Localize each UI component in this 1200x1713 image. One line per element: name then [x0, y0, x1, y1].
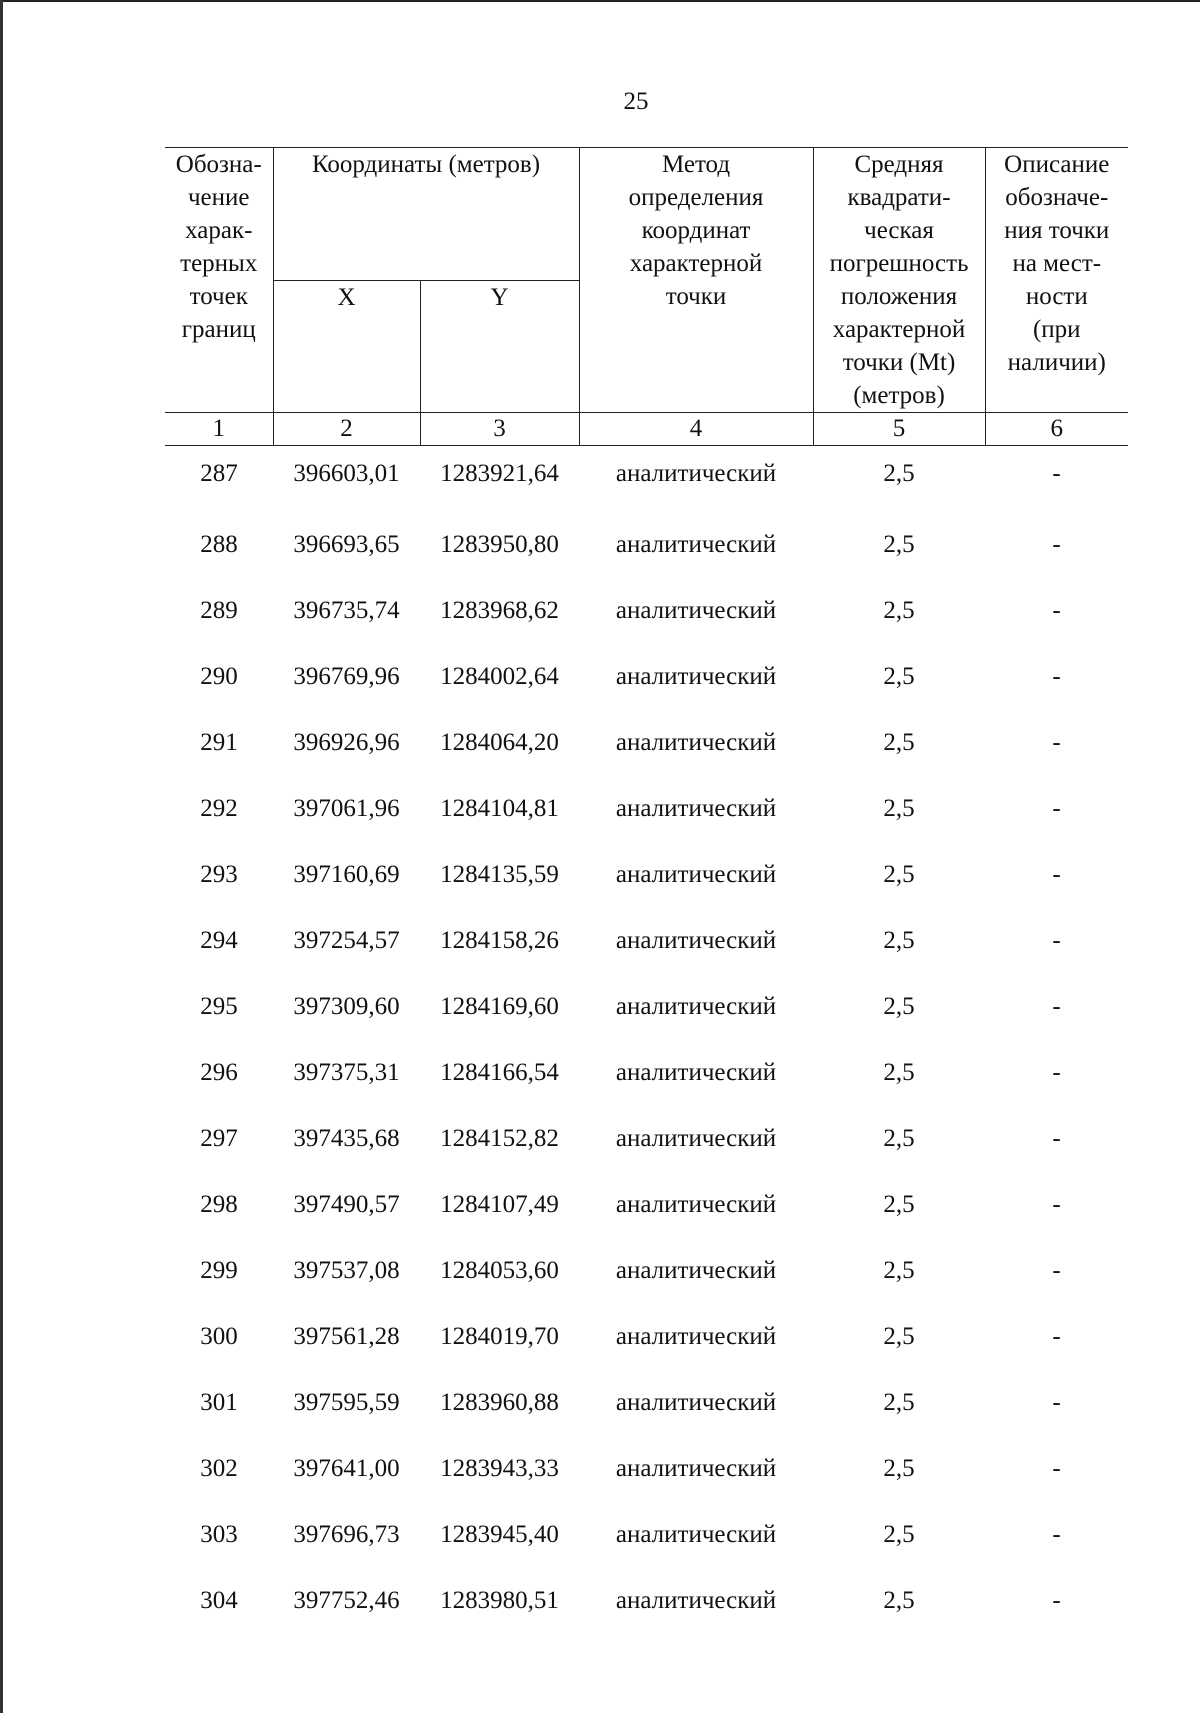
- page-number: 25: [623, 88, 649, 115]
- cell-method: аналитический: [615, 1059, 777, 1086]
- table-body: [165, 446, 1128, 1635]
- cell-point-id: 299: [200, 1257, 238, 1284]
- cell-error: 2,5: [883, 1257, 915, 1284]
- column-number: 2: [273, 413, 420, 446]
- cell-coord-x: 396603,01: [293, 460, 400, 487]
- cell-error: 2,5: [883, 1587, 915, 1614]
- cell-description: -: [1052, 795, 1061, 822]
- cell-coord-y: 1283943,33: [440, 1455, 559, 1482]
- cell-coord-x: 397160,69: [293, 861, 400, 888]
- table-row: [165, 446, 1128, 513]
- header-description: Описание обозначе- ния точки на мест- ности (при наличии): [985, 148, 1128, 413]
- cell-error: 2,5: [883, 927, 915, 954]
- cell-method: аналитический: [615, 1455, 777, 1482]
- table-row: [165, 578, 1128, 644]
- scan-top-border: [0, 0, 1200, 2]
- cell-point-id: 296: [200, 1059, 238, 1086]
- table-row: [165, 1370, 1128, 1436]
- cell-coord-y: 1284166,54: [440, 1059, 559, 1086]
- cell-coord-x: 397752,46: [293, 1587, 400, 1614]
- cell-coord-y: 1283950,80: [440, 531, 559, 558]
- table-row: [165, 1568, 1128, 1634]
- table-row: [165, 512, 1128, 578]
- cell-coord-x: 397061,96: [293, 795, 400, 822]
- table-row: [165, 776, 1128, 842]
- cell-method: аналитический: [615, 1521, 777, 1548]
- column-number: 6: [985, 413, 1128, 446]
- cell-description: -: [1052, 460, 1061, 487]
- cell-error: 2,5: [883, 1059, 915, 1086]
- table-row: [165, 1304, 1128, 1370]
- cell-coord-y: 1284019,70: [440, 1323, 559, 1350]
- cell-coord-y: 1284002,64: [440, 663, 559, 690]
- cell-description: -: [1052, 1059, 1061, 1086]
- cell-coord-y: 1284152,82: [440, 1125, 559, 1152]
- cell-description: -: [1052, 663, 1061, 690]
- cell-method: аналитический: [615, 597, 777, 624]
- cell-method: аналитический: [615, 927, 777, 954]
- cell-error: 2,5: [883, 531, 915, 558]
- header-mean-square-error: Средняя квадрати- ческая погрешность положения характерной точки (Mt) (метров): [813, 148, 985, 413]
- cell-point-id: 300: [200, 1323, 238, 1350]
- cell-coord-x: 397435,68: [293, 1125, 400, 1152]
- header-point-designation: Обозна- чение харак- терных точек границ: [165, 148, 273, 413]
- cell-method: аналитический: [615, 1587, 777, 1614]
- cell-error: 2,5: [883, 663, 915, 690]
- cell-coord-x: 396926,96: [293, 729, 400, 756]
- cell-coord-y: 1284107,49: [440, 1191, 559, 1218]
- cell-method: аналитический: [615, 729, 777, 756]
- cell-method: аналитический: [615, 1191, 777, 1218]
- table-row: [165, 644, 1128, 710]
- cell-error: 2,5: [883, 993, 915, 1020]
- column-number: 3: [420, 413, 579, 446]
- cell-coord-y: 1284135,59: [440, 861, 559, 888]
- cell-method: аналитический: [615, 993, 777, 1020]
- cell-point-id: 292: [200, 795, 238, 822]
- cell-coord-x: 397254,57: [293, 927, 400, 954]
- cell-coord-y: 1283921,64: [440, 460, 559, 487]
- table-row: [165, 842, 1128, 908]
- table-row: [165, 1502, 1128, 1568]
- cell-description: -: [1052, 1257, 1061, 1284]
- cell-coord-x: 397375,31: [293, 1059, 400, 1086]
- cell-error: 2,5: [883, 1521, 915, 1548]
- cell-description: -: [1052, 927, 1061, 954]
- cell-error: 2,5: [883, 1125, 915, 1152]
- table-row: [165, 908, 1128, 974]
- table-row: [165, 1040, 1128, 1106]
- cell-coord-y: 1284169,60: [440, 993, 559, 1020]
- cell-coord-y: 1284053,60: [440, 1257, 559, 1284]
- cell-description: -: [1052, 1191, 1061, 1218]
- header-y: Y: [420, 280, 579, 413]
- cell-point-id: 298: [200, 1191, 238, 1218]
- cell-coord-y: 1283960,88: [440, 1389, 559, 1416]
- cell-coord-x: 396735,74: [293, 597, 400, 624]
- cell-method: аналитический: [615, 1389, 777, 1416]
- header-coordinates: Координаты (метров): [273, 148, 579, 281]
- cell-method: аналитический: [615, 531, 777, 558]
- cell-description: -: [1052, 597, 1061, 624]
- cell-description: -: [1052, 1323, 1061, 1350]
- table-row: [165, 1238, 1128, 1304]
- cell-error: 2,5: [883, 861, 915, 888]
- cell-error: 2,5: [883, 1323, 915, 1350]
- cell-coord-y: 1284104,81: [440, 795, 559, 822]
- cell-method: аналитический: [615, 795, 777, 822]
- cell-point-id: 297: [200, 1125, 238, 1152]
- cell-point-id: 287: [200, 460, 238, 487]
- cell-point-id: 302: [200, 1455, 238, 1482]
- cell-error: 2,5: [883, 1191, 915, 1218]
- table-row: [165, 1172, 1128, 1238]
- cell-point-id: 290: [200, 663, 238, 690]
- cell-error: 2,5: [883, 1455, 915, 1482]
- header-x: X: [273, 280, 420, 413]
- cell-point-id: 304: [200, 1587, 238, 1614]
- cell-coord-x: 396769,96: [293, 663, 400, 690]
- cell-error: 2,5: [883, 795, 915, 822]
- cell-coord-x: 397641,00: [293, 1455, 400, 1482]
- cell-point-id: 294: [200, 927, 238, 954]
- cell-description: -: [1052, 993, 1061, 1020]
- cell-coord-x: 397696,73: [293, 1521, 400, 1548]
- header-method: Метод определения координат характерной точки: [579, 148, 813, 413]
- cell-point-id: 293: [200, 861, 238, 888]
- cell-description: -: [1052, 1389, 1061, 1416]
- cell-point-id: 289: [200, 597, 238, 624]
- cell-description: -: [1052, 861, 1061, 888]
- column-number: 4: [579, 413, 813, 446]
- cell-method: аналитический: [615, 1323, 777, 1350]
- cell-description: -: [1052, 729, 1061, 756]
- cell-method: аналитический: [615, 1125, 777, 1152]
- table-header: [165, 148, 1128, 446]
- cell-description: -: [1052, 531, 1061, 558]
- cell-coord-x: 397561,28: [293, 1323, 400, 1350]
- table-row: [165, 1436, 1128, 1502]
- cell-coord-x: 397309,60: [293, 993, 400, 1020]
- cell-method: аналитический: [615, 663, 777, 690]
- cell-coord-y: 1284064,20: [440, 729, 559, 756]
- cell-point-id: 295: [200, 993, 238, 1020]
- cell-coord-x: 397595,59: [293, 1389, 400, 1416]
- cell-point-id: 303: [200, 1521, 238, 1548]
- cell-description: -: [1052, 1521, 1061, 1548]
- cell-coord-y: 1284158,26: [440, 927, 559, 954]
- cell-description: -: [1052, 1455, 1061, 1482]
- cell-method: аналитический: [615, 1257, 777, 1284]
- cell-method: аналитический: [615, 460, 777, 487]
- scan-left-border: [0, 0, 3, 1713]
- column-number: 5: [813, 413, 985, 446]
- cell-error: 2,5: [883, 460, 915, 487]
- cell-error: 2,5: [883, 729, 915, 756]
- cell-coord-y: 1283980,51: [440, 1587, 559, 1614]
- cell-error: 2,5: [883, 597, 915, 624]
- cell-description: -: [1052, 1125, 1061, 1152]
- cell-description: -: [1052, 1587, 1061, 1614]
- table-row: [165, 974, 1128, 1040]
- cell-point-id: 301: [200, 1389, 238, 1416]
- cell-coord-x: 397490,57: [293, 1191, 400, 1218]
- cell-point-id: 288: [200, 531, 238, 558]
- table-row: [165, 1106, 1128, 1172]
- column-number: 1: [165, 413, 273, 446]
- cell-coord-y: 1283968,62: [440, 597, 559, 624]
- cell-point-id: 291: [200, 729, 238, 756]
- cell-error: 2,5: [883, 1389, 915, 1416]
- cell-method: аналитический: [615, 861, 777, 888]
- cell-coord-y: 1283945,40: [440, 1521, 559, 1548]
- coordinates-table: [165, 147, 1128, 1634]
- cell-coord-x: 397537,08: [293, 1257, 400, 1284]
- table-row: [165, 710, 1128, 776]
- cell-coord-x: 396693,65: [293, 531, 400, 558]
- column-numbers-row: [165, 413, 1128, 446]
